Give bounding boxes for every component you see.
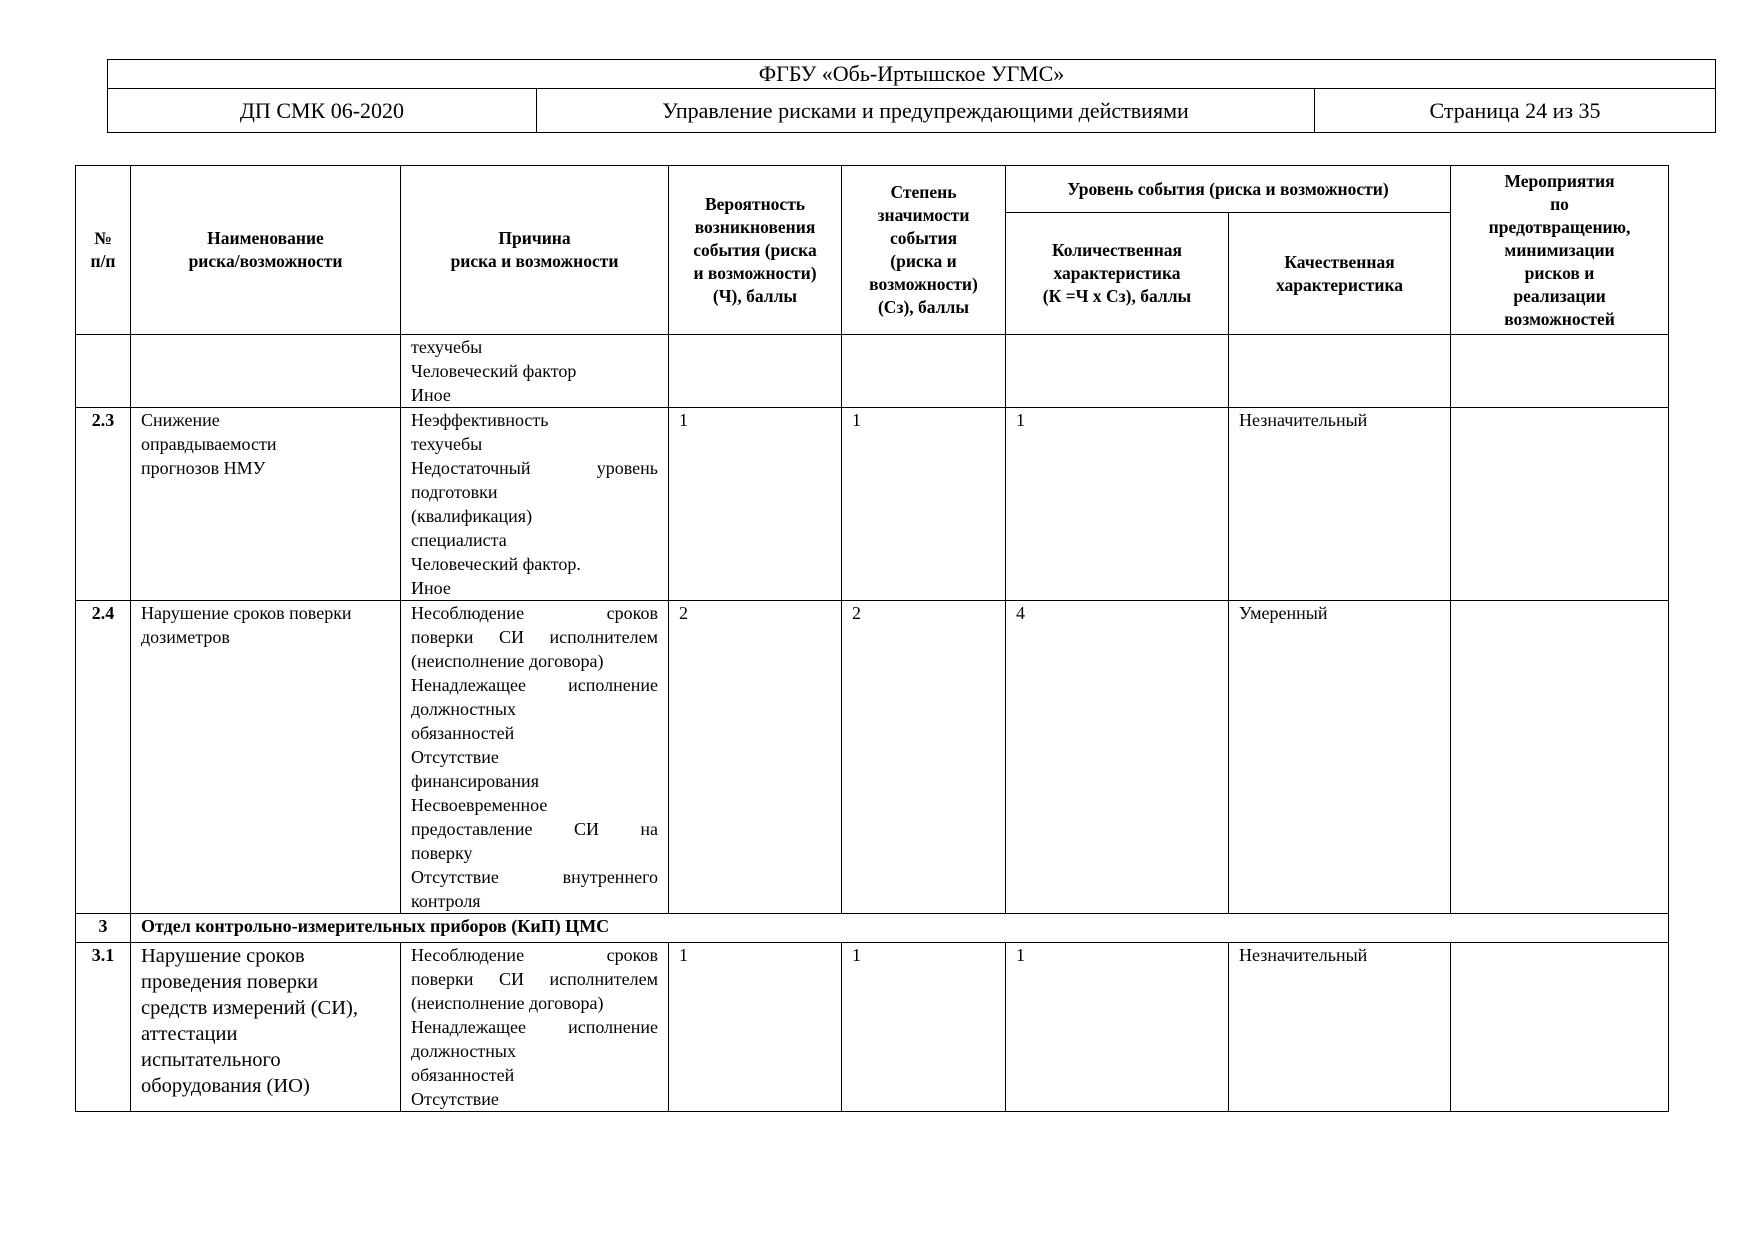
table-row (76, 601, 1669, 914)
section-number: 3 (76, 914, 131, 943)
risk-cause: техучебы Человеческий фактор Иное (401, 335, 669, 408)
quantitative-value (1006, 335, 1229, 408)
col-header-event-level: Уровень события (риска и возможности) (1006, 166, 1451, 213)
quantitative-value: 4 (1006, 601, 1229, 914)
qualitative-value: Незначительный (1229, 943, 1451, 1112)
probability-value: 2 (669, 601, 842, 914)
risk-name: Снижение оправдываемости прогнозов НМУ (131, 408, 401, 601)
row-number: 2.3 (76, 408, 131, 601)
page-indicator: Страница 24 из 35 (1315, 89, 1716, 133)
document-code: ДП СМК 06-2020 (108, 89, 537, 133)
measures-value (1451, 335, 1669, 408)
col-header-cause: Причина риска и возможности (401, 166, 669, 335)
col-header-num: № п/п (76, 166, 131, 335)
significance-value: 1 (842, 408, 1006, 601)
probability-value: 1 (669, 943, 842, 1112)
quantitative-value: 1 (1006, 943, 1229, 1112)
col-header-quantitative: Количественная характеристика (К =Ч х Сз), баллы (1006, 213, 1229, 335)
quantitative-value: 1 (1006, 408, 1229, 601)
risk-cause: Несоблюдение сроков поверки СИ исполнителем (неисполнение договора) Ненадлежащее исполнение должностных обязанностей Отсутствие (401, 943, 669, 1112)
significance-value: 1 (842, 943, 1006, 1112)
document-header (107, 59, 1716, 133)
col-header-qualitative: Качественная характеристика (1229, 213, 1451, 335)
measures-value (1451, 943, 1669, 1112)
significance-value (842, 335, 1006, 408)
document-title: Управление рисками и предупреждающими действиями (537, 89, 1315, 133)
section-title: Отдел контрольно-измерительных приборов (КиП) ЦМС (131, 914, 1669, 943)
row-number: 3.1 (76, 943, 131, 1112)
qualitative-value: Незначительный (1229, 408, 1451, 601)
section-row (76, 914, 1669, 943)
col-header-name: Наименование риска/возможности (131, 166, 401, 335)
col-header-probability: Вероятность возникновения события (риска и возможности) (Ч), баллы (669, 166, 842, 335)
risk-name (131, 335, 401, 408)
col-header-measures: Мероприятия по предотвращению, минимизации рисков и реализации возможностей (1451, 166, 1669, 335)
risk-cause: Неэффективность техучебы Недостаточный уровень подготовки (квалификация) специалиста Человеческий фактор. Иное (401, 408, 669, 601)
table-row (76, 943, 1669, 1112)
probability-value: 1 (669, 408, 842, 601)
table-row (76, 335, 1669, 408)
risk-name: Нарушение сроков проведения поверки средств измерений (СИ), аттестации испытательного оборудования (ИО) (131, 943, 401, 1112)
qualitative-value (1229, 335, 1451, 408)
organization-name: ФГБУ «Обь-Иртышское УГМС» (108, 60, 1716, 89)
risk-cause: Несоблюдение сроков поверки СИ исполнителем (неисполнение договора) Ненадлежащее исполнение должностных обязанностей Отсутствие финансирования Несвоевременное предоставление СИ на поверку Отсутствие внутреннего контроля (401, 601, 669, 914)
probability-value (669, 335, 842, 408)
row-number: 2.4 (76, 601, 131, 914)
measures-value (1451, 408, 1669, 601)
risk-table (75, 165, 1669, 1112)
col-header-significance: Степень значимости события (риска и возможности) (Сз), баллы (842, 166, 1006, 335)
table-row (76, 408, 1669, 601)
significance-value: 2 (842, 601, 1006, 914)
qualitative-value: Умеренный (1229, 601, 1451, 914)
risk-name: Нарушение сроков поверки дозиметров (131, 601, 401, 914)
row-number (76, 335, 131, 408)
measures-value (1451, 601, 1669, 914)
